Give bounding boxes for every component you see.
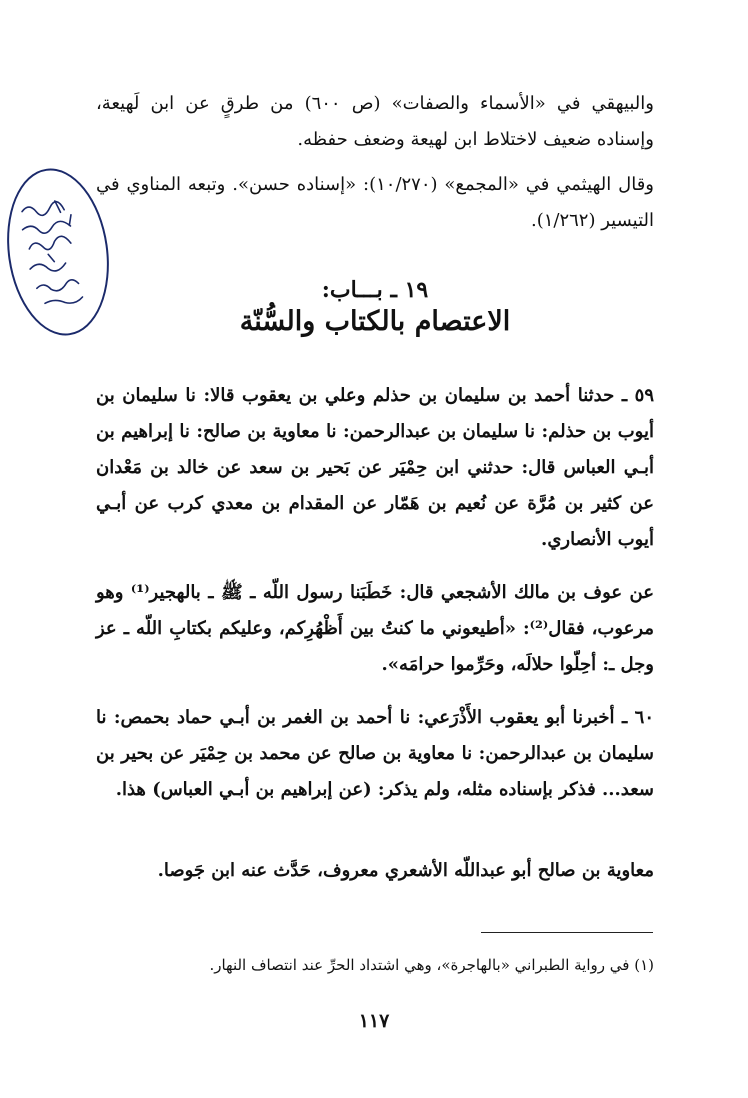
- hadith-isnad: أخبرنا أبو يعقوب الأَذْرَعي: نا أحمد بن الغمر بن أبـي حماد بحمص: نا سليمان بن عبدالرحمن: نا معاوية بن صالح عن محمد بن حِمْيَر عن بحير بن سعد... فذكر بإسناده مثله، ولم يذكر: (عن إبراهيم بن أبـي العباس) هذا.: [96, 707, 654, 800]
- footnote: (١) في رواية الطبراني «بالهاجرة»، وهي اشتداد الحرِّ عند انتصاف النهار.: [209, 956, 654, 974]
- hadith-number: ٦٠ ـ: [621, 707, 654, 728]
- intro-paragraph-2: وقال الهيثمي في «المجمع» (١٠/٢٧٠): «إسناده حسن». وتبعه المناوي في التيسير (١/٢٦٢).: [96, 174, 654, 231]
- footnote-divider: [481, 932, 653, 933]
- hadith-number: ٥٩ ـ: [621, 385, 654, 406]
- hadith-59: [96, 378, 654, 558]
- intro-paragraph-1: والبيهقي في «الأسماء والصفات» (ص ٦٠٠) من طرقٍ عن ابن لَهيعة، وإسناده ضعيف لاختلاط ابن لهيعة وضعف حفظه.: [96, 93, 654, 150]
- chapter-number: ١٩ ـ بـــاب:: [321, 277, 429, 303]
- hadith-isnad: حدثنا أحمد بن سليمان بن حذلم وعلي بن يعقوب قالا: نا سليمان بن أيوب بن حذلم: نا سليمان بن عبدالرحمن: نا معاوية بن صالح: نا إبراهيم بن أبـي العباس قال: حدثني ابن حِمْيَر عن بَحير بن سعد عن خالد بن مَعْدان عن كثير بن مُرَّة عن نُعيم بن هَمّار عن المقدام بن معدي كرب عن أبـي أيوب الأنصاري.: [96, 385, 654, 550]
- hadith-60: [96, 700, 654, 808]
- chapter-title: الاعتصام بالكتاب والسُّنّة: [239, 306, 511, 337]
- stamp-scribble: [9, 182, 106, 322]
- hadith-60-note: معاوية بن صالح أبو عبداللّه الأشعري معروف، حَدَّث عنه ابن جَوصا.: [157, 860, 654, 881]
- page-number: ١١٧: [358, 1010, 390, 1032]
- hadith-59-matn: عن عوف بن مالك الأشجعي قال: خَطَبَنا رسول اللّه ـ ﷺ ـ بالهجير⁽¹⁾ وهو مرعوب، فقال⁽²⁾: «أطيعوني ما كنتُ بين أَظْهُرِكم، وعليكم بكتابِ اللّه ـ عز وجل ـ: أحِلّوا حلالَه، وحَرِّموا حرامَه».: [96, 582, 654, 675]
